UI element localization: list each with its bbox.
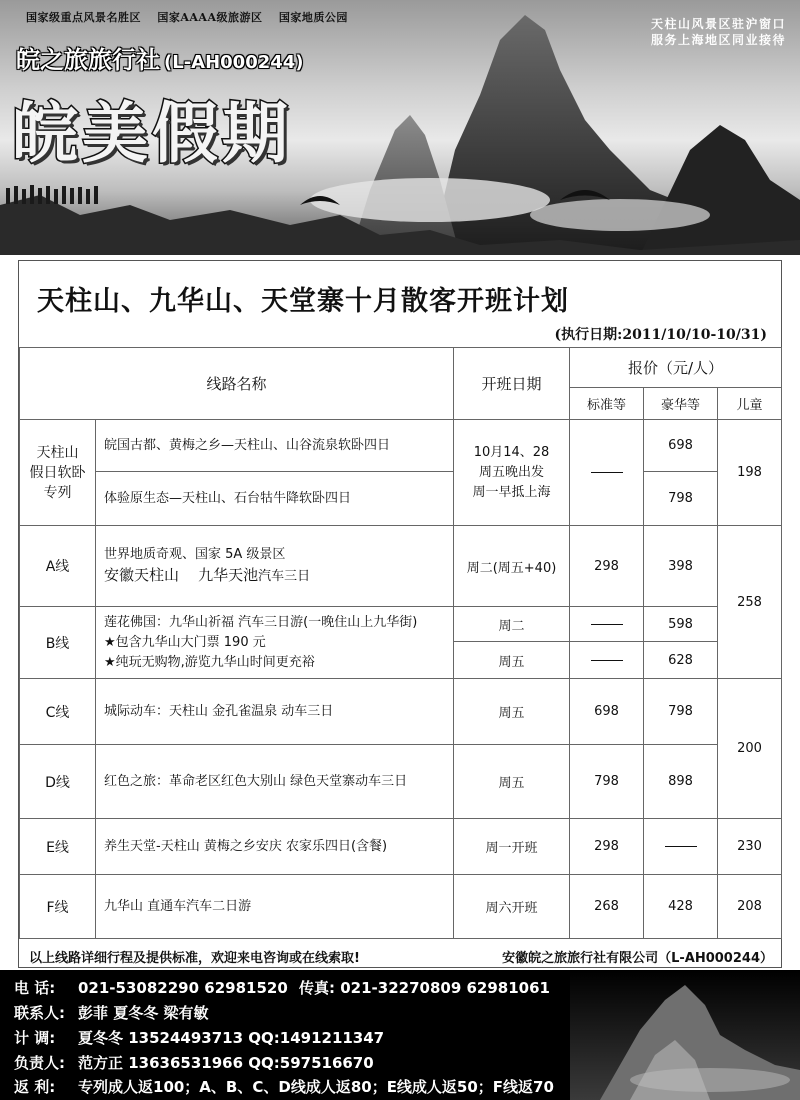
date-f: 周六开班 — [454, 875, 570, 939]
line-tianzhu-train — [20, 420, 96, 526]
date-b-2: 周五 — [454, 642, 570, 679]
company-name: 安徽皖之旅旅行社有限公司（L-AH000244） — [502, 951, 773, 966]
route-tz-1: 皖国古都、黄梅之乡—天柱山、山谷流泉软卧四日 — [96, 420, 454, 472]
luxury-e-none — [644, 819, 718, 875]
date-tz — [454, 420, 570, 526]
rebate-label: 返 利: — [14, 1078, 56, 1096]
contact-rebate-row — [14, 1076, 554, 1097]
header-route-name: 线路名称 — [20, 348, 454, 420]
luxury-f: 428 — [644, 875, 718, 939]
standard-d: 798 — [570, 745, 644, 819]
route-a — [96, 526, 454, 607]
page-title: 天柱山、九华山、天堂寨十月散客开班计划 — [37, 286, 569, 317]
date-part: 周一早抵上海 — [472, 484, 551, 500]
route-d: 红色之旅：革命老区红色大别山 绿色天堂寨动车三日 — [96, 745, 454, 819]
contact-people-row — [14, 1002, 208, 1023]
child-f: 208 — [718, 875, 782, 939]
route-a-place1: 安徽天柱山 — [104, 566, 180, 584]
luxury-a: 398 — [644, 526, 718, 607]
luxury-c: 798 — [644, 679, 718, 745]
agency-license: (L-AH000244) — [164, 52, 304, 73]
luxury-d: 898 — [644, 745, 718, 819]
agency-name — [16, 40, 304, 75]
route-a-line1: 世界地质奇观、国家 5A 级景区 — [104, 547, 286, 562]
luxury-tz-1: 698 — [644, 420, 718, 472]
header-banner — [0, 0, 800, 255]
schedule-table — [19, 347, 782, 939]
child-ab: 258 — [718, 526, 782, 679]
execution-date: (执行日期:2011/10/10-10/31) — [554, 327, 767, 343]
header-child: 儿童 — [718, 388, 782, 420]
agency-title: 皖之旅旅行社 — [16, 46, 160, 74]
table-row — [20, 819, 782, 875]
route-c: 城际动车：天柱山 金孔雀温泉 动车三日 — [96, 679, 454, 745]
no-price-dash — [591, 624, 623, 625]
date-c: 周五 — [454, 679, 570, 745]
no-price-dash — [591, 660, 623, 661]
scenic-area-tags — [26, 9, 360, 25]
rebate-info: 专列成人返100；A、B、C、D线成人返80；E线成人返50；F线返70 — [78, 1078, 554, 1096]
standard-f: 268 — [570, 875, 644, 939]
footnote: 以上线路详细行程及提供标准，欢迎来电咨询或在线索取! — [29, 951, 360, 966]
date-b-1: 周二 — [454, 607, 570, 642]
date-part: 周五晚出发 — [479, 464, 545, 480]
phone-label: 电 话: — [14, 979, 56, 997]
route-b-line2: ★包含九华山大门票 190 元 — [104, 634, 266, 650]
contact-panel — [0, 970, 800, 1100]
route-b — [96, 607, 454, 679]
no-price-dash — [665, 846, 697, 847]
no-price-dash — [591, 472, 623, 473]
luxury-tz-2: 798 — [644, 472, 718, 526]
people-names: 彭菲 夏冬冬 梁有敏 — [78, 1004, 209, 1022]
line-d: D线 — [20, 745, 96, 819]
slogan-line: 天柱山风景区驻沪窗口 — [650, 17, 786, 31]
line-c: C线 — [20, 679, 96, 745]
standard-c: 698 — [570, 679, 644, 745]
header-luxury: 豪华等 — [644, 388, 718, 420]
route-a-type: 汽车三日 — [258, 569, 311, 584]
route-e: 养生天堂-天柱山 黄梅之乡安庆 农家乐四日(含餐) — [96, 819, 454, 875]
manager-label: 负责人: — [14, 1054, 65, 1072]
table-header-row — [20, 348, 782, 388]
tag-aaaa-tourism: 国家AAAA级旅游区 — [157, 11, 263, 24]
route-f: 九华山 直通车汽车二日游 — [96, 875, 454, 939]
manager-info: 范方正 13636531966 QQ:597516670 — [78, 1054, 374, 1072]
route-b-line1: 莲花佛国：九华山祈福 汽车三日游(一晚住山上九华街) — [104, 614, 418, 630]
child-e: 230 — [718, 819, 782, 875]
date-e: 周一开班 — [454, 819, 570, 875]
date-a: 周二(周五+40) — [454, 526, 570, 607]
table-row — [20, 607, 782, 642]
standard-e: 298 — [570, 819, 644, 875]
line-f: F线 — [20, 875, 96, 939]
table-row — [20, 745, 782, 819]
date-d: 周五 — [454, 745, 570, 819]
line-b: B线 — [20, 607, 96, 679]
schedule-card — [18, 260, 782, 968]
header-standard: 标准等 — [570, 388, 644, 420]
standard-a: 298 — [570, 526, 644, 607]
brand-title: 皖美假期 — [12, 95, 292, 172]
dispatch-info: 夏冬冬 13524493713 QQ:1491211347 — [78, 1029, 385, 1047]
mountain-photo — [570, 970, 800, 1100]
luxury-b-1: 598 — [644, 607, 718, 642]
contact-manager-row — [14, 1052, 374, 1073]
dispatch-label: 计 调: — [14, 1029, 56, 1047]
line-name-part: 专列 — [43, 484, 72, 501]
line-name-part: 假日软卧 — [29, 464, 86, 481]
luxury-b-2: 628 — [644, 642, 718, 679]
line-name-part: 天柱山 — [36, 444, 79, 461]
route-tz-2: 体验原生态—天柱山、石台牯牛降软卧四日 — [96, 472, 454, 526]
table-row — [20, 875, 782, 939]
line-a: A线 — [20, 526, 96, 607]
fax-label: 传真: — [299, 979, 335, 997]
slogan-line: 服务上海地区同业接待 — [650, 33, 786, 47]
fax-numbers: 021-32270809 62981061 — [340, 979, 550, 997]
table-row — [20, 679, 782, 745]
standard-b-2-none — [570, 642, 644, 679]
header-start-date: 开班日期 — [454, 348, 570, 420]
route-a-line2 — [104, 565, 451, 587]
date-part: 10月14、28 — [473, 444, 550, 460]
contact-dispatch-row — [14, 1027, 384, 1048]
people-label: 联系人: — [14, 1004, 65, 1022]
standard-tz-none — [570, 420, 644, 526]
table-row — [20, 420, 782, 472]
child-tz: 198 — [718, 420, 782, 526]
phone-numbers: 021-53082290 62981520 — [78, 979, 288, 997]
table-row — [20, 472, 782, 526]
child-cd: 200 — [718, 679, 782, 819]
slogan — [651, 16, 786, 48]
line-e: E线 — [20, 819, 96, 875]
tag-geopark: 国家地质公园 — [278, 11, 348, 24]
header-price: 报价（元/人） — [570, 348, 782, 388]
tag-national-scenic: 国家级重点风景名胜区 — [26, 11, 141, 24]
route-b-line3: ★纯玩无购物,游览九华山时间更充裕 — [104, 654, 315, 670]
standard-b-1-none — [570, 607, 644, 642]
table-row — [20, 526, 782, 607]
contact-phone-row — [14, 977, 550, 998]
route-a-place2: 九华天池 — [198, 566, 259, 584]
